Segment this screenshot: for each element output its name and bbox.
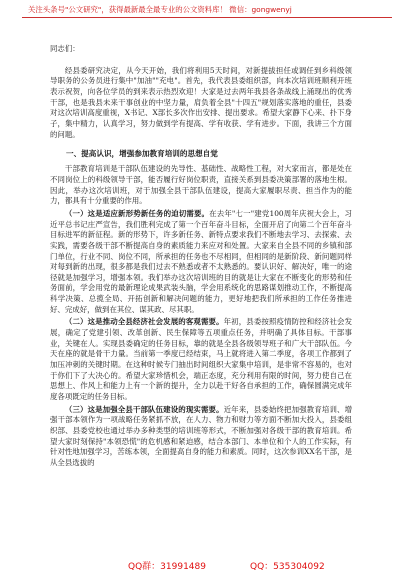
intro-paragraph: 经县委研究决定，从今天开始，我们将利用5天时间，对新提拔担任或调任到乡科级领导职务的公务员进行集中"加油""充电"。首先，我代表县委组织部，向本次培训班顺利开班表示祝贺，向各位学员的到来表示热烈欢迎！大家是过去两年我县各条战线上涌现出的优秀干部，也是我县未来干事创业的中坚力量，肩负着全县"十四五"规划落实落地的重任，县委对这次培训高度重视，X书记、X部长多次作出安排、提出要求。希望大家静下心来、扑下身子，集中精力，认真学习，努力做到学有提高、学有收获、学有进步。下面，我讲三个方面的问题。 [50, 65, 352, 139]
section-heading-1: 一、提高认识，增强参加教育培训的思想自觉 [66, 149, 218, 159]
header-banner [22, 4, 392, 18]
document-body [50, 44, 352, 469]
item-2-text: 年初，县委按照疫情防控和经济社会发展，确定了党建引领、改革创新、民生保障等五项重点任务，并明确了具体目标。干部事业，关键在人。实现县委确定的任务目标，靠的就是全县各级领导班子和广大干部队伍。今天在座的就是骨干力量。当前第一季度已经结束，马上就将进入第二季度，各项工作都到了加压冲刺的关键时期。在这种时候专门抽出时间组织大家集中培训，是非常不容易的，也对于你们下了大决心的。希望大家珍惜机会，端正态度，充分利用有限的时间，努力使自己在思想上、作风上和能力上有一个新的提升，全力以赴干好各自承担的工作，确保圆满完成年度各项既定的任务目标。 [50, 317, 353, 402]
salutation: 同志们： [50, 44, 80, 53]
item-2-title: （二）这是推动全县经济社会发展的客观需要。 [64, 317, 224, 327]
item-3-paragraph [50, 405, 352, 469]
item-3-text: 近年来，县委始终把加强教育培训、增强干部本领作为一项战略任务紧抓不放，在人力、物力和财力等方面不断加大投入，县委组织部、县委党校也通过举办多种类型的培训班等形式，不断加强对各级干部的教育培训。希望大家时刻保持"本领恐慌"的危机感和紧迫感，结合本部门、本单位和个人的工作实际，有针对性地加强学习，苦练本领，全面提高自身的能力和素质。同时，这次参训XX名干部，是从全县选拔的 [50, 404, 353, 467]
item-1-text: 在去年"七一"建党100周年庆祝大会上，习近平总书记庄严宣告，我们胜利完成了第一个百年奋斗目标，全面开启了向第二个百年奋斗目标进军的新征程。新的形势下，许多新任务、新特点要求我们不断地去学习、去探索、去实践，需要各级干部不断提高自身的素质能力来应对和处置。大家来自全县不同的乡镇和部门单位，行业不同、岗位不同，所承担的任务也不尽相同，但相同的是新阶段、新问题同样对每到新的出现，很多都是我们过去不熟悉或者不太熟悉的。要认识好、解决好，唯一的途径就是加强学习，增强本领。我们举办这次培训班的目的就是让大家在不断变化的形势和任务面前，学会用党的最新理论成果武装头脑，学会用系统化的思路谋划推动工作，不断提高科学决策、总揽全局、开拓创新和解决问题的能力，更好地把我们所承担的工作任务推进好、完成好，做到在其位、谋其政、尽其职。 [50, 208, 352, 314]
item-1-paragraph [50, 209, 352, 316]
qq-group-number: QQ群：31991489 [128, 562, 206, 572]
item-1-title: （一）这是适应新形势新任务的迫切需要。 [64, 208, 210, 218]
footer [0, 559, 408, 573]
item-3-title: （三）这是加强全县干部队伍建设的现实需要。 [64, 404, 224, 414]
section1-paragraph: 干部教育培训是干部队伍建设的先导性、基础性、战略性工程，对大家而言，都是处在不同岗位上的科级领导干部，能否履行好岗位职责，直接关系到县委决策部署的落地生根。因此，举办这次培训班，对于加强全县干部队伍建设，提高大家履职尽责、担当作为的能力，都具有十分重要的作用。 [50, 164, 352, 206]
qq-number: QQ：535304092 [250, 562, 325, 572]
item-2-paragraph [50, 317, 352, 402]
banner-text: 关注头条号"公文研究"，获得最新最全最专业的公文资料库！ 微信：gongwenyj [28, 5, 292, 14]
